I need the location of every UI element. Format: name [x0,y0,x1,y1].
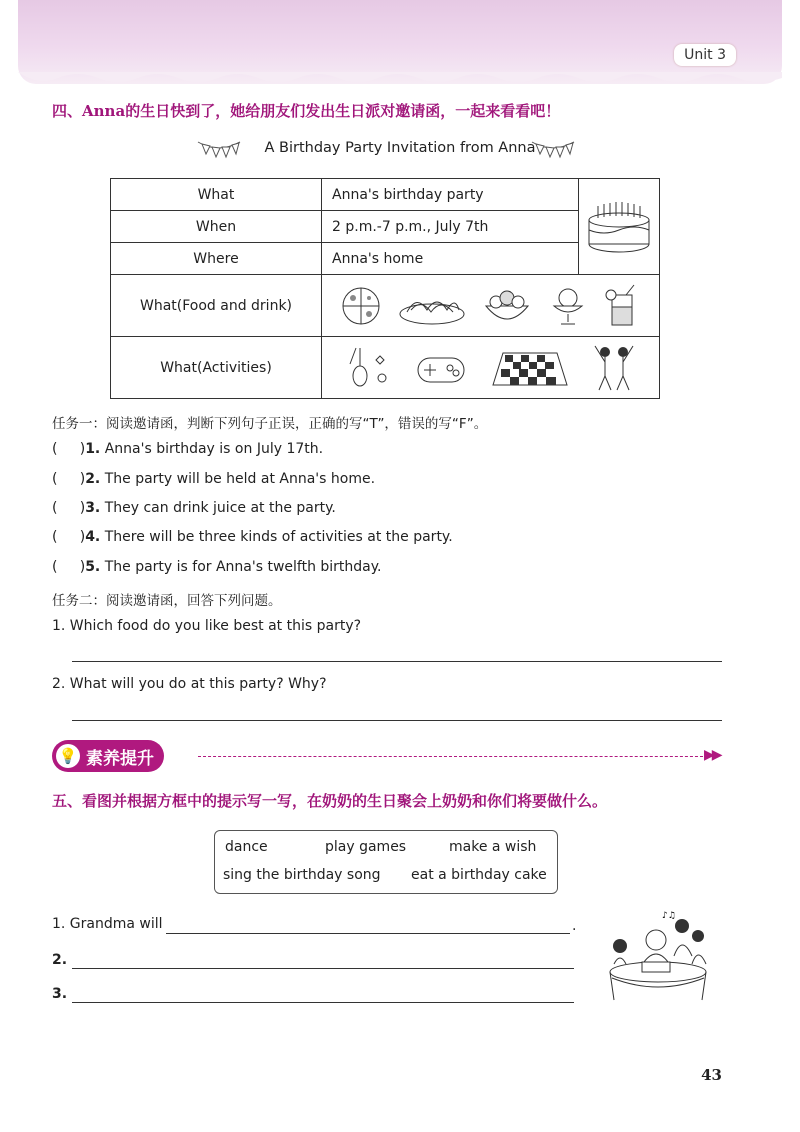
table-row [111,275,660,337]
tf-question: ( )3. They can drink juice at the party. [52,500,336,516]
question-number: 2. [85,471,101,487]
question-text: There will be three kinds of activities at the party. [104,529,453,545]
answer-line[interactable] [166,933,570,934]
skill-badge [52,740,164,772]
row-label: Where [111,243,322,275]
fruit-bowl-icon [480,284,534,328]
task2-instruction: 任务二：阅读邀请函，回答下列问题。 [52,593,282,609]
open-question-2: 2. What will you do at this party? Why? [52,676,327,692]
noodles-icon [397,284,467,328]
section5-title [52,790,607,811]
bunting-right-icon [530,136,576,164]
tf-question: ( )5. The party is for Anna's twelfth birthday. [52,559,382,575]
period: . [572,918,577,934]
word-item: play games [325,839,407,855]
table-row [111,211,660,243]
section4-title [52,100,560,121]
activity-pictures [322,337,660,399]
question-text: The party is for Anna's twelfth birthday. [104,559,382,575]
tf-question: ( )2. The party will be held at Anna's home. [52,471,376,487]
section4-name: Anna [82,102,126,120]
birthday-cake-icon [584,194,654,256]
row-value: Anna's birthday party [322,179,579,211]
question-text: They can drink juice at the party. [104,500,336,516]
pizza-icon [339,284,383,328]
fill-prefix: 2. [52,952,68,968]
invitation-table [110,178,660,399]
section5-instruction-a: 五、看图并根据方框中的提示写 [52,792,263,810]
answer-line[interactable] [72,720,722,721]
word-item: dance [225,839,268,855]
tf-question: ( )1. Anna's birthday is on July 17th. [52,441,324,457]
juice-icon [602,283,642,329]
table-row [111,337,660,399]
activities-label: What(Activities) [111,337,322,399]
question-number: 4. [85,529,101,545]
food-pictures [322,275,660,337]
question-text: The party will be held at Anna's home. [104,471,376,487]
answer-line[interactable] [72,1002,574,1003]
section4-instruction: 的生日快到了，她给朋友们发出生日派对邀请函，一起来看看吧！ [125,102,561,120]
dancing-icon [589,342,639,394]
table-row [111,179,660,211]
word-box [214,830,558,894]
fill-prefix: 1. Grandma will [52,916,163,932]
task1-instruction: 任务一：阅读邀请函，判断下列句子正误，正确的写“T”，错误的写“F”。 [52,416,488,432]
unit-badge: Unit 3 [674,44,736,66]
row-label: What [111,179,322,211]
tf-question: ( )4. There will be three kinds of activities at the party. [52,529,453,545]
banner-wave [18,72,782,90]
cake-cell [579,179,660,275]
question-number: 3. [85,500,101,516]
question-text: Anna's birthday is on July 17th. [104,441,324,457]
ice-cream-icon [548,284,588,328]
question-number: 1. [85,441,101,457]
invitation-title: A Birthday Party Invitation from Anna [264,140,536,156]
fill-prefix: 3. [52,986,68,1002]
game-controller-icon [414,348,468,388]
row-value: Anna's home [322,243,579,275]
open-question-1: 1. Which food do you like best at this party? [52,618,362,634]
grandma-party-illustration [604,906,712,1002]
section4-number: 四、 [52,102,83,120]
cooking-icon [342,344,394,392]
row-label: When [111,211,322,243]
badge-label: 素养提升 [86,748,154,769]
lightbulb-icon: 💡 [56,744,80,768]
section5-instruction-b: 一写，在奶奶的生日聚会上奶奶和你们将要做什么。 [262,792,608,810]
question-number: 5. [85,559,101,575]
page-number: 43 [701,1066,722,1084]
row-value: 2 p.m.-7 p.m., July 7th [322,211,579,243]
food-label: What(Food and drink) [111,275,322,337]
dashed-divider [198,756,708,757]
word-item: make a wish [449,839,537,855]
svg-text:♪♫: ♪♫ [662,911,676,921]
answer-line[interactable] [72,661,722,662]
table-row [111,243,660,275]
answer-line[interactable] [72,968,574,969]
chess-board-icon [489,345,569,391]
double-arrow-icon: ▶▶ [704,747,720,763]
word-item: sing the birthday song [223,867,381,883]
word-item: eat a birthday cake [411,867,547,883]
